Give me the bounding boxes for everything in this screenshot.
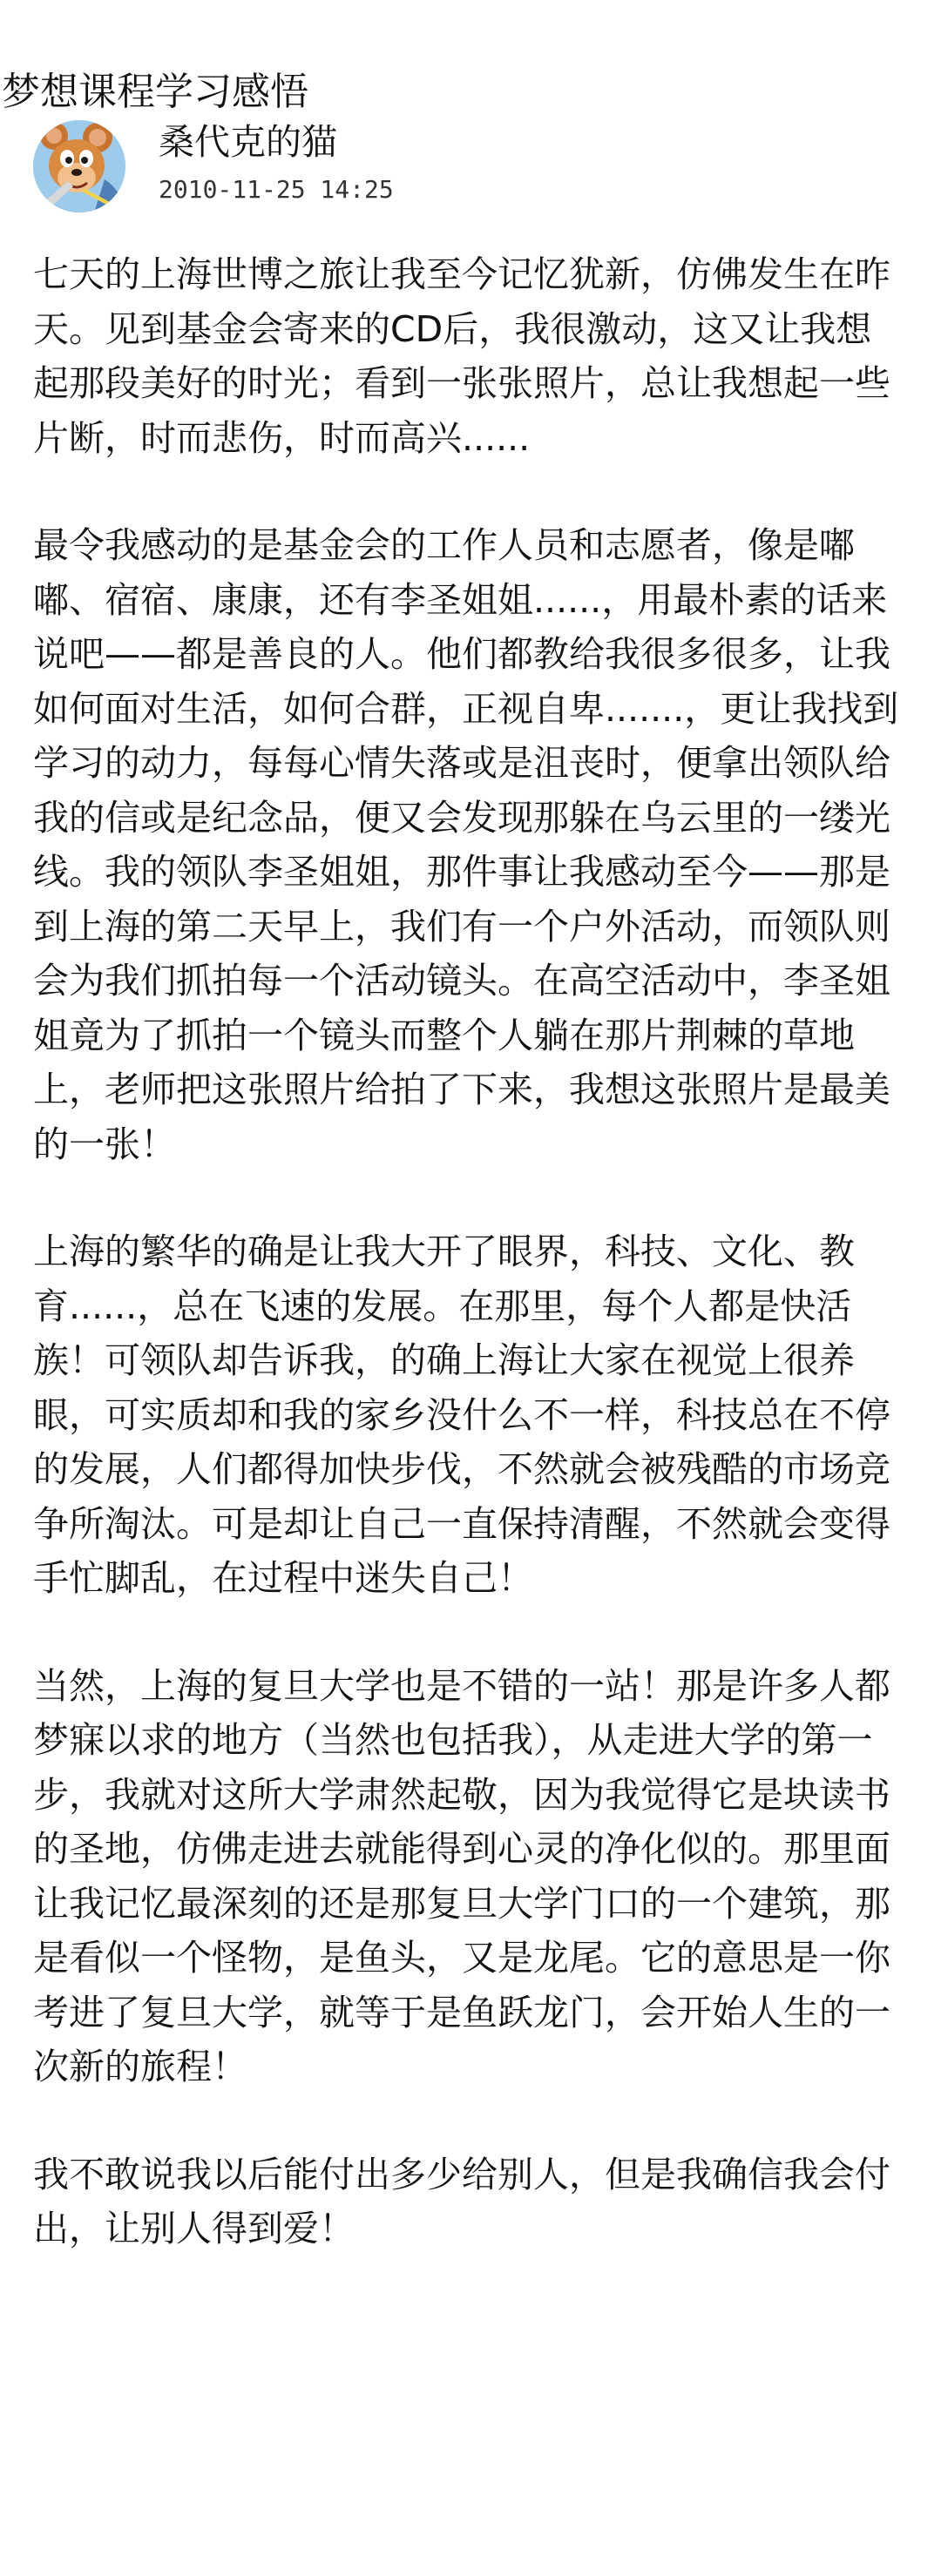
paragraph-4: 当然，上海的复旦大学也是不错的一站！那是许多人都梦寐以求的地方（当然也包括我），从走进大学的第一步，我就对这所大学肃然起敬，因为我觉得它是块读书的圣地，仿佛走进去就能得到心灵的净化似的。那里面让我记忆最深刻的还是那复旦大学门口的一个建筑，那是看似一个怪物，是鱼头，又是龙尾。它的意思是一你考进了复旦大学，就等于是鱼跃龙门，会开始人生的一次新的旅程！ <box>33 1664 890 2087</box>
paragraph-5: 我不敢说我以后能付出多少给别人，但是我确信我会付出，让别人得到爱！ <box>33 2153 890 2249</box>
page-title: 梦想课程学习感悟 <box>2 70 308 114</box>
paragraph-3: 上海的繁华的确是让我大开了眼界，科技、文化、教育......，总在飞速的发展。在那里，每个人都是快活族！可领队却告诉我，的确上海让大家在视觉上很养眼，可实质却和我的家乡没什么不一样，科技总在不停的发展，人们都得加快步伐，不然就会被残酷的市场竞争所淘汰。可是却让自己一直保持清醒，不然就会变得手忙脚乱，在过程中迷失自己！ <box>33 1231 890 1599</box>
cartoon-mouse-avatar-icon <box>33 120 125 212</box>
author-name[interactable]: 桑代克的猫 <box>159 121 337 163</box>
paragraph-2: 最令我感动的是基金会的工作人员和志愿者，像是嘟嘟、宿宿、康康，还有李圣姐姐......，用最朴素的话来说吧——都是善良的人。他们都教给我很多很多，让我如何面对生活，如何合群，正视自卑.......，更让我找到学习的动力，每每心情失落或是沮丧时，便拿出领队给我的信或是纪念品，便又会发现那躲在乌云里的一缕光线。我的领队李圣姐姐，那件事让我感动至今——那是到上海的第二天早上，我们有一个户外活动，而领队则会为我们抓拍每一个活动镜头。在高空活动中，李圣姐姐竟为了抓拍一个镜头而整个人躺在那片荆棘的草地上，老师把这张照片给拍了下来，我想这张照片是最美的一张！ <box>33 524 899 1165</box>
paragraph-1: 七天的上海世博之旅让我至今记忆犹新，仿佛发生在昨天。见到基金会寄来的CD后，我很激动，这又让我想起那段美好的时光；看到一张张照片，总让我想起一些片断，时而悲伤，时而高兴...... <box>33 253 890 459</box>
avatar[interactable] <box>33 120 125 212</box>
post-timestamp: 2010-11-25 14:25 <box>159 175 394 204</box>
article-body <box>33 247 904 2310</box>
